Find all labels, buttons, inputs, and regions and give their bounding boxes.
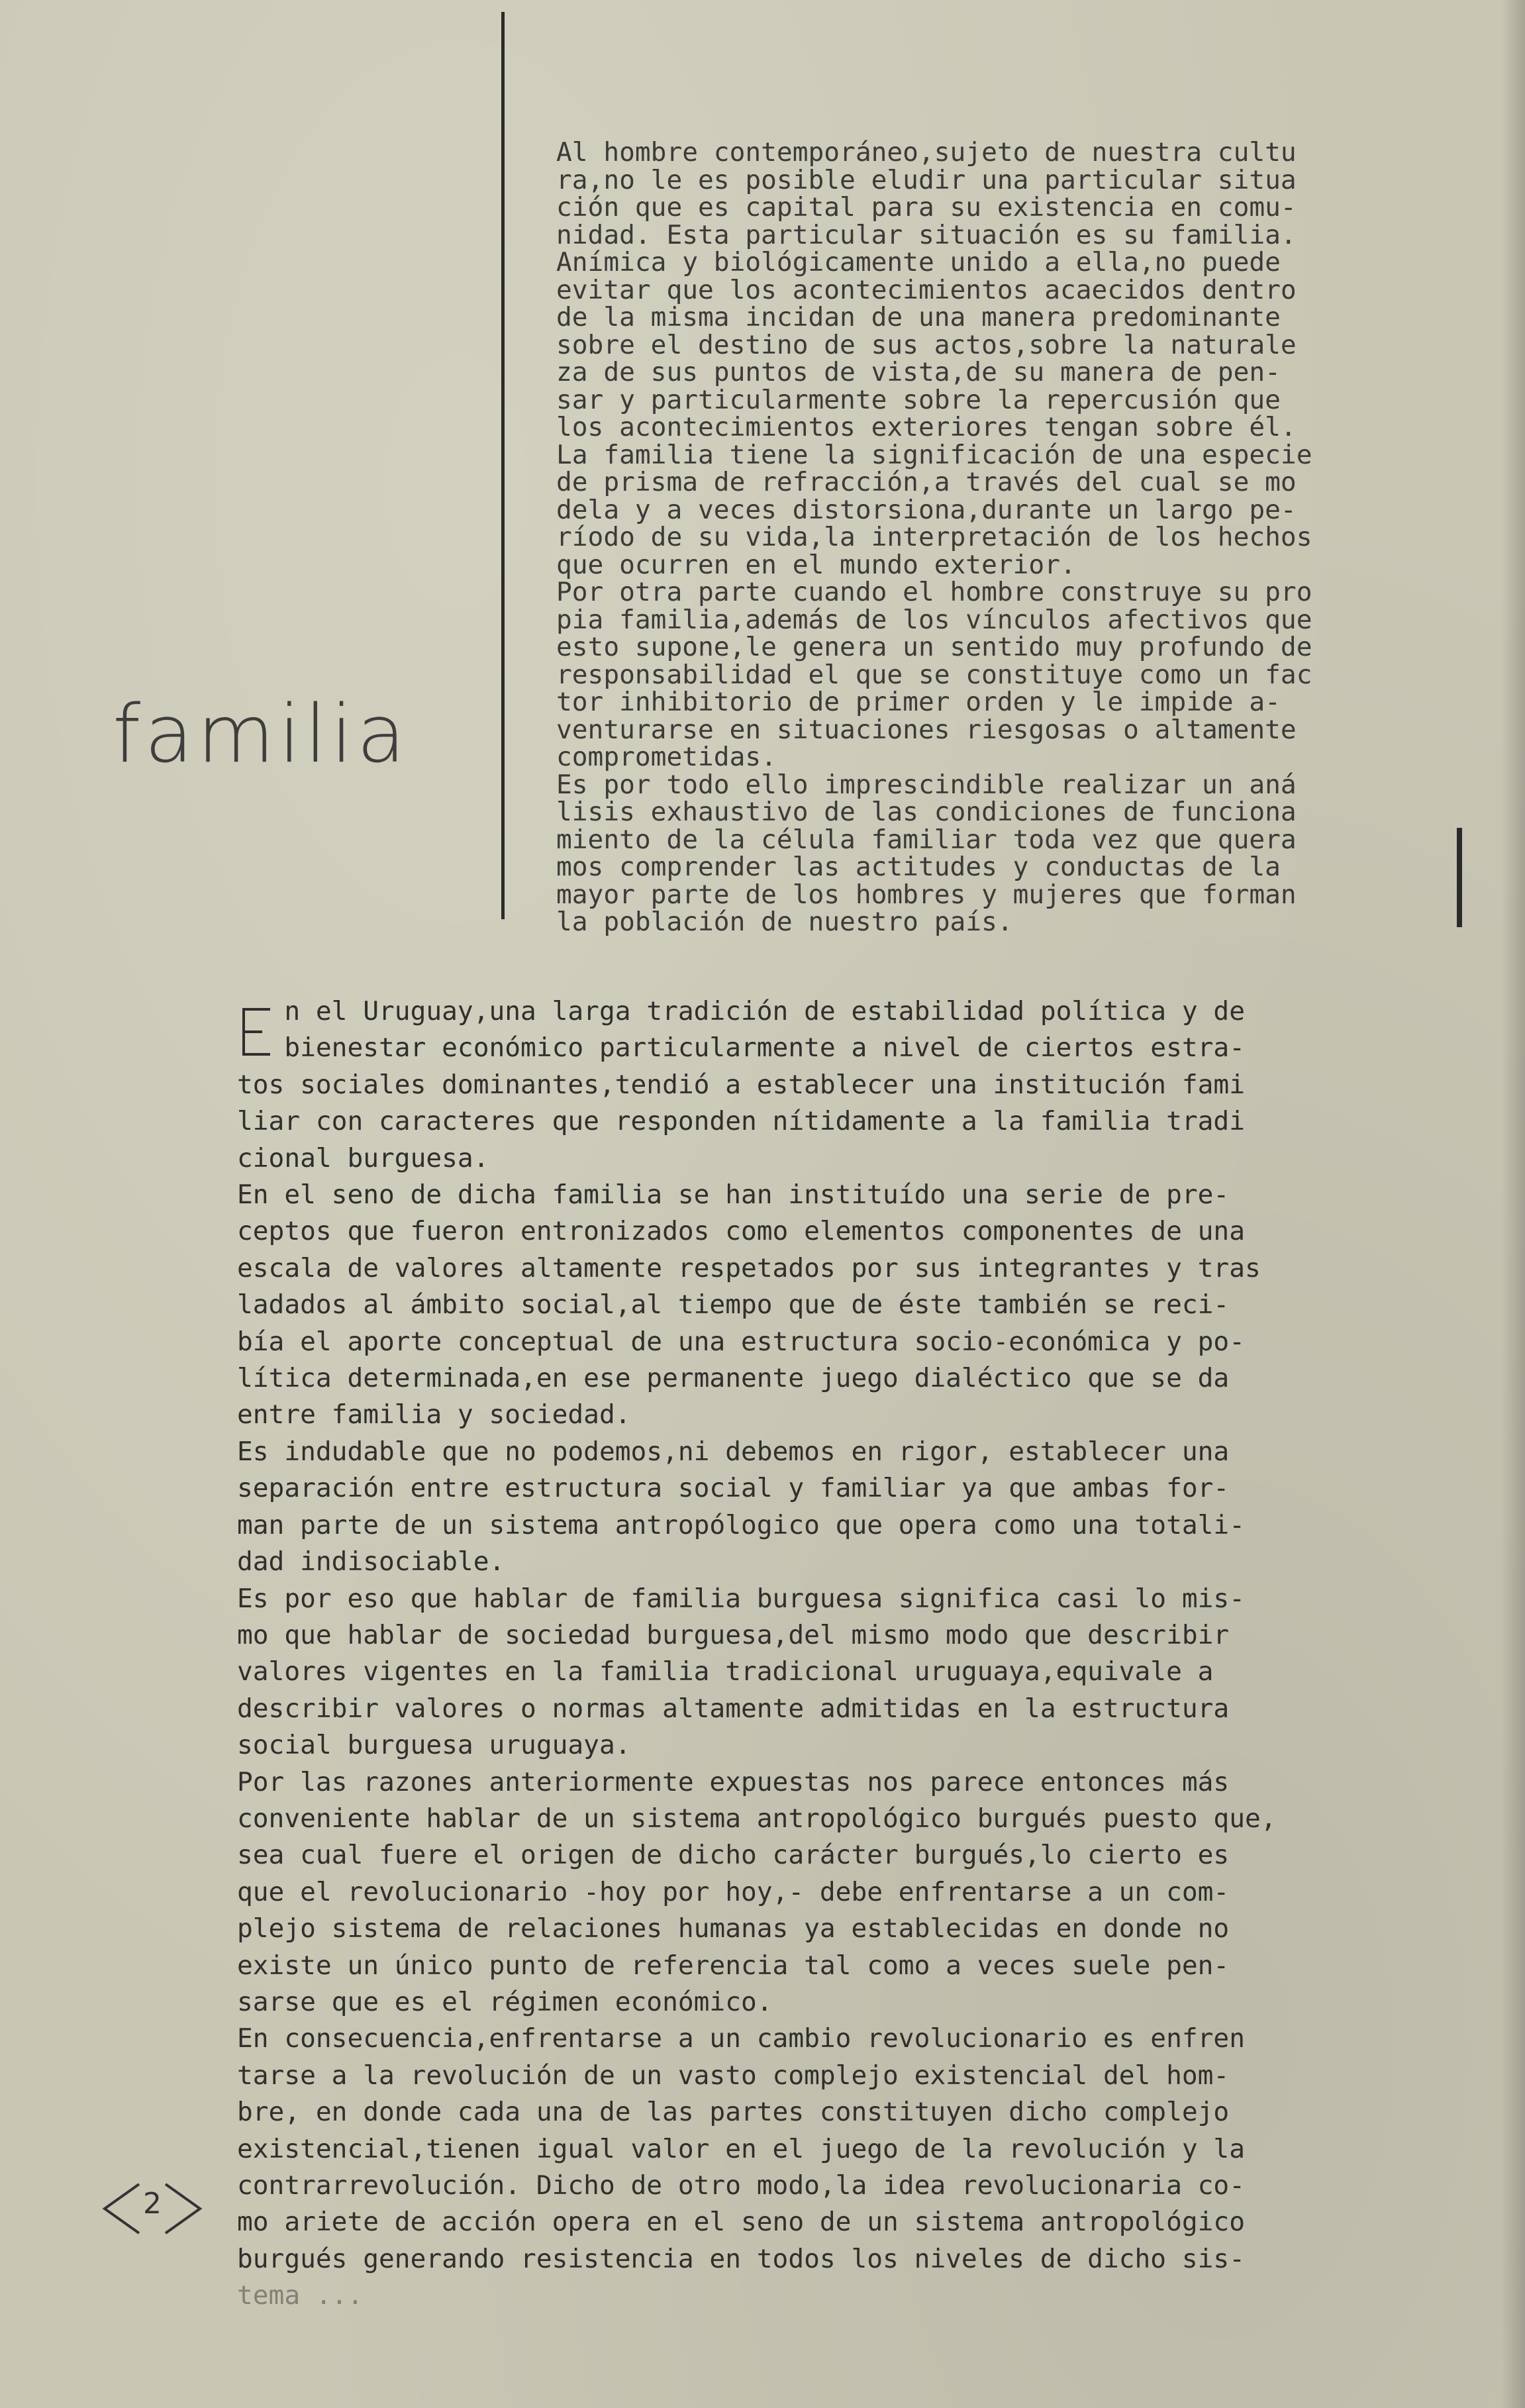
intro-line: za de sus puntos de vista,de su manera de pen- [556, 357, 1281, 387]
intro-line: Es por todo ello imprescindible realizar un aná [556, 769, 1297, 800]
intro-line: evitar que los acontecimientos acaecidos dentro [556, 274, 1297, 305]
body-line: ceptos que fueron entronizados como elementos componentes de una [237, 1216, 1245, 1247]
body-line: tos sociales dominantes,tendió a establecer una institución fami [237, 1069, 1245, 1100]
intro-line: comprometidas. [556, 742, 777, 772]
body-line: dad indisociable. [237, 1546, 505, 1578]
body-line: existe un único punto de referencia tal como a veces suele pen- [237, 1950, 1230, 1981]
body-line: sea cual fuere el origen de dicho carácter burgués,lo cierto es [237, 1840, 1230, 1871]
body-line: entre familia y sociedad. [237, 1399, 631, 1430]
margin-bracket-mark [1457, 828, 1462, 927]
page-edge-shadow [1501, 0, 1525, 2408]
intro-line: nidad. Esta particular situación es su familia. [556, 219, 1297, 250]
intro-paragraph [556, 139, 1457, 936]
page-number-badge [99, 2179, 205, 2238]
vertical-rule [501, 12, 505, 919]
intro-line: La familia tiene la significación de una especie [556, 439, 1312, 470]
body-line: liar con caracteres que responden nítidamente a la familia tradi [237, 1106, 1245, 1137]
intro-line: venturarse en situaciones riesgosas o altamente [556, 714, 1297, 745]
intro-line: ríodo de su vida,la interpretación de los hechos [556, 522, 1312, 552]
body-line: Por las razones anteriormente expuestas nos parece entonces más [237, 1766, 1230, 1797]
body-line: sarse que es el régimen económico. [237, 1986, 773, 2017]
intro-line: sobre el destino de sus actos,sobre la naturale [556, 329, 1297, 360]
intro-line: ra,no le es posible eludir una particular situa [556, 164, 1297, 195]
section-title: familia [113, 689, 410, 781]
intro-line: Al hombre contemporáneo,sujeto de nuestra cultu [556, 137, 1297, 168]
body-line: describir valores o normas altamente admitidas en la estructura [237, 1693, 1230, 1724]
body-line: existencial,tienen igual valor en el juego de la revolución y la [237, 2133, 1245, 2164]
intro-line: pia familia,además de los vínculos afectivos que [556, 604, 1312, 635]
intro-line: ción que es capital para su existencia en comu- [556, 192, 1297, 223]
body-line: n el Uruguay,una larga tradición de estabilidad política y de [237, 996, 1245, 1027]
intro-line: esto supone,le genera un sentido muy profundo de [556, 632, 1312, 662]
intro-line: dela y a veces distorsiona,durante un largo pe- [556, 494, 1297, 525]
intro-line: de la misma incidan de una manera predominante [556, 302, 1281, 332]
body-line: man parte de un sistema antropólogico que opera como una totali- [237, 1509, 1245, 1540]
intro-line: mos comprender las actitudes y conductas de la [556, 852, 1281, 882]
body-line: ladados al ámbito social,al tiempo que de éste también se reci- [237, 1289, 1230, 1321]
body-line: bre, en donde cada una de las partes constituyen dicho complejo [237, 2097, 1230, 2128]
intro-line: sar y particularmente sobre la repercusión que [556, 384, 1281, 415]
body-line: tema ... [237, 2280, 364, 2311]
body-line: social burguesa uruguaya. [237, 1730, 631, 1761]
body-line: En consecuencia,enfrentarse a un cambio revolucionario es enfren [237, 2023, 1245, 2054]
intro-line: mayor parte de los hombres y mujeres que forman [556, 879, 1297, 910]
intro-line: lisis exhaustivo de las condiciones de funciona [556, 797, 1297, 827]
intro-line: Por otra parte cuando el hombre construye su pro [556, 577, 1312, 607]
body-line: separación entre estructura social y familiar ya que ambas for- [237, 1473, 1230, 1504]
body-line: En el seno de dicha familia se han instituído una serie de pre- [237, 1179, 1230, 1211]
body-line: bienestar económico particularmente a nivel de ciertos estra- [237, 1032, 1245, 1064]
intro-line: los acontecimientos exteriores tengan sobre él. [556, 412, 1297, 442]
intro-line: de prisma de refracción,a través del cual se mo [556, 467, 1297, 497]
body-line: cional burguesa. [237, 1142, 489, 1174]
body-text [237, 993, 1449, 2315]
body-line: valores vigentes en la familia tradicional uruguaya,equivale a [237, 1656, 1214, 1687]
body-line: Es indudable que no podemos,ni debemos en rigor, establecer una [237, 1436, 1230, 1467]
body-line: escala de valores altamente respetados por sus integrantes y tras [237, 1252, 1261, 1283]
intro-line: miento de la célula familiar toda vez que quera [556, 824, 1297, 855]
intro-line: Anímica y biológicamente unido a ella,no puede [556, 247, 1281, 277]
body-line: que el revolucionario -hoy por hoy,- debe enfrentarse a un com- [237, 1876, 1230, 1907]
body-line: tarse a la revolución de un vasto complejo existencial del hom- [237, 2060, 1230, 2091]
body-line: burgués generando resistencia en todos los niveles de dicho sis- [237, 2243, 1245, 2274]
body-line: mo ariete de acción opera en el seno de un sistema antropológico [237, 2207, 1245, 2238]
body-line: bía el aporte conceptual de una estructura socio-económica y po- [237, 1326, 1245, 1357]
intro-line: responsabilidad el que se constituye como un fac [556, 659, 1312, 690]
body-line: plejo sistema de relaciones humanas ya establecidas en donde no [237, 1913, 1230, 1944]
body-line: Es por eso que hablar de familia burguesa significa casi lo mis- [237, 1583, 1245, 1614]
intro-line: la población de nuestro país. [556, 907, 1013, 937]
intro-line: que ocurren en el mundo exterior. [556, 549, 1076, 580]
body-line: conveniente hablar de un sistema antropológico burgués puesto que, [237, 1803, 1277, 1834]
body-line: mo que hablar de sociedad burguesa,del mismo modo que describir [237, 1619, 1230, 1650]
body-line: contrarrevolución. Dicho de otro modo,la idea revolucionaria co- [237, 2170, 1245, 2201]
intro-line: tor inhibitorio de primer orden y le impide a- [556, 687, 1281, 717]
page-number: 2 [143, 2187, 162, 2221]
body-line: lítica determinada,en ese permanente juego dialéctico que se da [237, 1363, 1230, 1394]
